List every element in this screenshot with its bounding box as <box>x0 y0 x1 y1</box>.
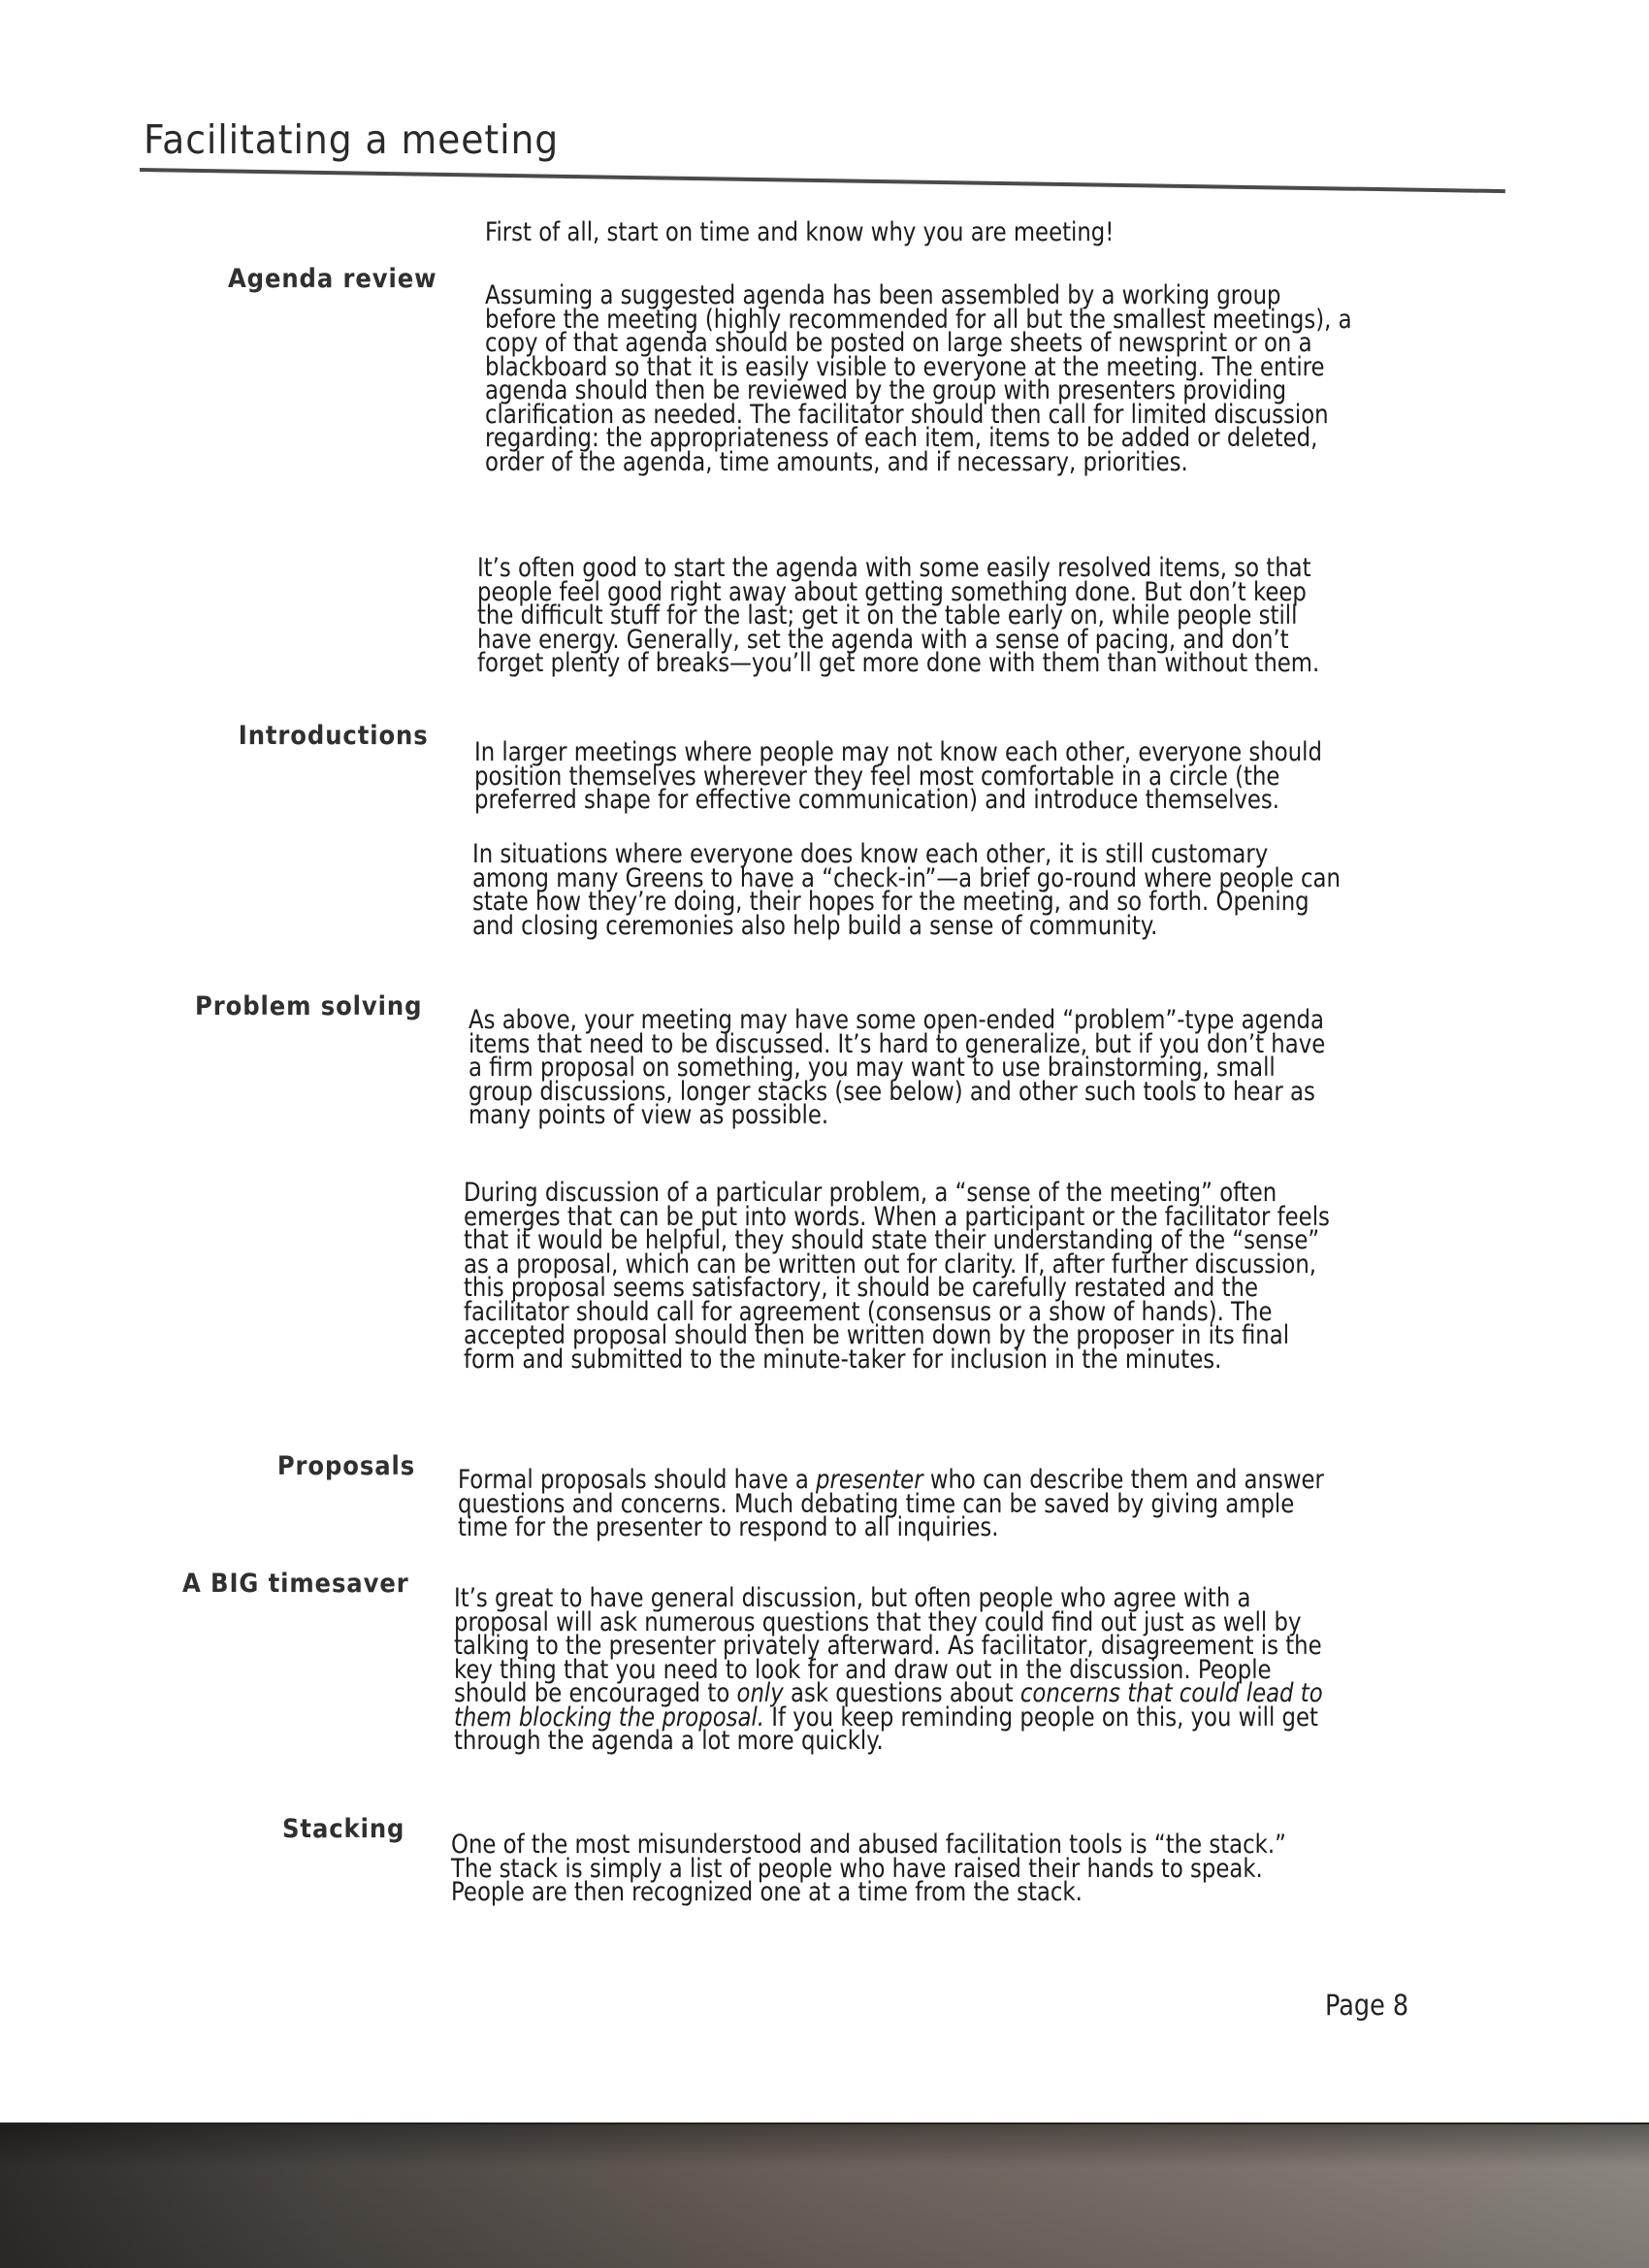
section-label-introductions: Introductions <box>239 721 429 751</box>
page-number: Page 8 <box>1325 1989 1409 2022</box>
section-label-proposals: Proposals <box>276 1451 415 1481</box>
page-title: Facilitating a meeting <box>144 116 560 163</box>
section-introductions <box>474 737 1346 815</box>
paragraph: In larger meetings where people may not know each other, everyone should position themselves wherever they feel most comfortable in a circle (the preferred shape for effective communication) and introduce themselves. <box>474 737 1322 815</box>
text: It’s great to have general discussion, but often people who agree with a proposal will ask numerous questions that they could find out just as well by talking to the presenter privately afterward. As facilitator, disagreement is the key thing that you need to look for and draw out in the discussion. People should be encouraged to <box>454 1583 1322 1708</box>
text: who can describe them and answer questions and concerns. Much debating time can be saved by giving ample time for the presenter to respond to all inquiries. <box>458 1465 1324 1542</box>
section-label-agenda-review: Agenda review <box>227 264 436 294</box>
paragraph: As above, your meeting may have some open-ended “problem”-type agenda items that need to be discussed. It’s hard to generalize, but if you don’t have a firm proposal on something, you may want to use brainstorming, small group discussions, longer stacks (see below) and other such tools to hear as many points of view as possible. <box>469 1005 1326 1130</box>
emphasis: concerns that could lead to them blocking the proposal. <box>454 1678 1323 1733</box>
section-label-problem-solving: Problem solving <box>194 991 422 1021</box>
text: ask questions about <box>783 1678 1020 1708</box>
text: Formal proposals should have a <box>458 1465 817 1495</box>
section-problem-solving-2 <box>464 1178 1336 1375</box>
section-proposals <box>458 1465 1330 1542</box>
paragraph: It’s often good to start the agenda with some easily resolved items, so that people feel good right away about getting something done. But don’t keep the difficult stuff for the last; get it on the table early on, while people still have energy. Generally, set the agenda with a sense of pacing, and don’t forget plenty of breaks—you’ll get more done with them than without them. <box>477 553 1320 678</box>
section-stacking <box>451 1830 1323 1907</box>
emphasis: presenter <box>816 1465 923 1495</box>
paragraph <box>454 1583 1326 1756</box>
intro-text: First of all, start on time and know why you are meeting! <box>485 217 1115 247</box>
section-problem-solving <box>469 1005 1341 1130</box>
scanner-background <box>0 2124 1649 2268</box>
section-label-stacking: Stacking <box>281 1814 404 1844</box>
paragraph: Assuming a suggested agenda has been assembled by a working group before the meeting (highly recommended for all but the smallest meetings), a copy of that agenda should be posted on large sheets of newsprint or on a blackboard so that it is easily visible to everyone at the meeting. The entire agenda should then be reviewed by the group with presenters providing clarification as needed. The facilitator should then call for limited discussion regarding: the appropriateness of each item, items to be added or deleted, order of the agenda, time amounts, and if necessary, priorities. <box>485 280 1352 477</box>
section-agenda-review <box>485 280 1357 477</box>
paragraph: In situations where everyone does know each other, it is still customary among many Greens to have a “check-in”—a brief go-round where people can state how they’re doing, their hopes for the meeting, and so forth. Opening and closing ceremonies also help build a sense of community. <box>472 839 1341 941</box>
paragraph: One of the most misunderstood and abused facilitation tools is “the stack.” The stack is simply a list of people who have raised their hands to speak. People are then recognized one at a time from the stack. <box>451 1830 1286 1907</box>
paragraph <box>458 1465 1330 1542</box>
text: If you keep reminding people on this, you will get through the agenda a lot more quickly. <box>454 1701 1318 1756</box>
paragraph: During discussion of a particular problem, a “sense of the meeting” often emerges that can be put into words. When a participant or the facilitator feels that it would be helpful, they should state their understanding of the “sense” as a proposal, which can be written out for clarity. If, after further discussion, this proposal seems satisfactory, it should be carefully restated and the facilitator should call for agreement (consensus or a show of hands). The accepted proposal should then be written down by the proposer in its final form and submitted to the minute-taker for inclusion in the minutes. <box>464 1178 1330 1375</box>
section-agenda-review-2 <box>477 553 1349 678</box>
section-introductions-2 <box>472 839 1344 941</box>
title-rule <box>140 168 1505 193</box>
emphasis: only <box>736 1678 784 1708</box>
section-big-timesaver <box>454 1583 1326 1756</box>
section-label-big-timesaver: A BIG timesaver <box>182 1569 409 1599</box>
